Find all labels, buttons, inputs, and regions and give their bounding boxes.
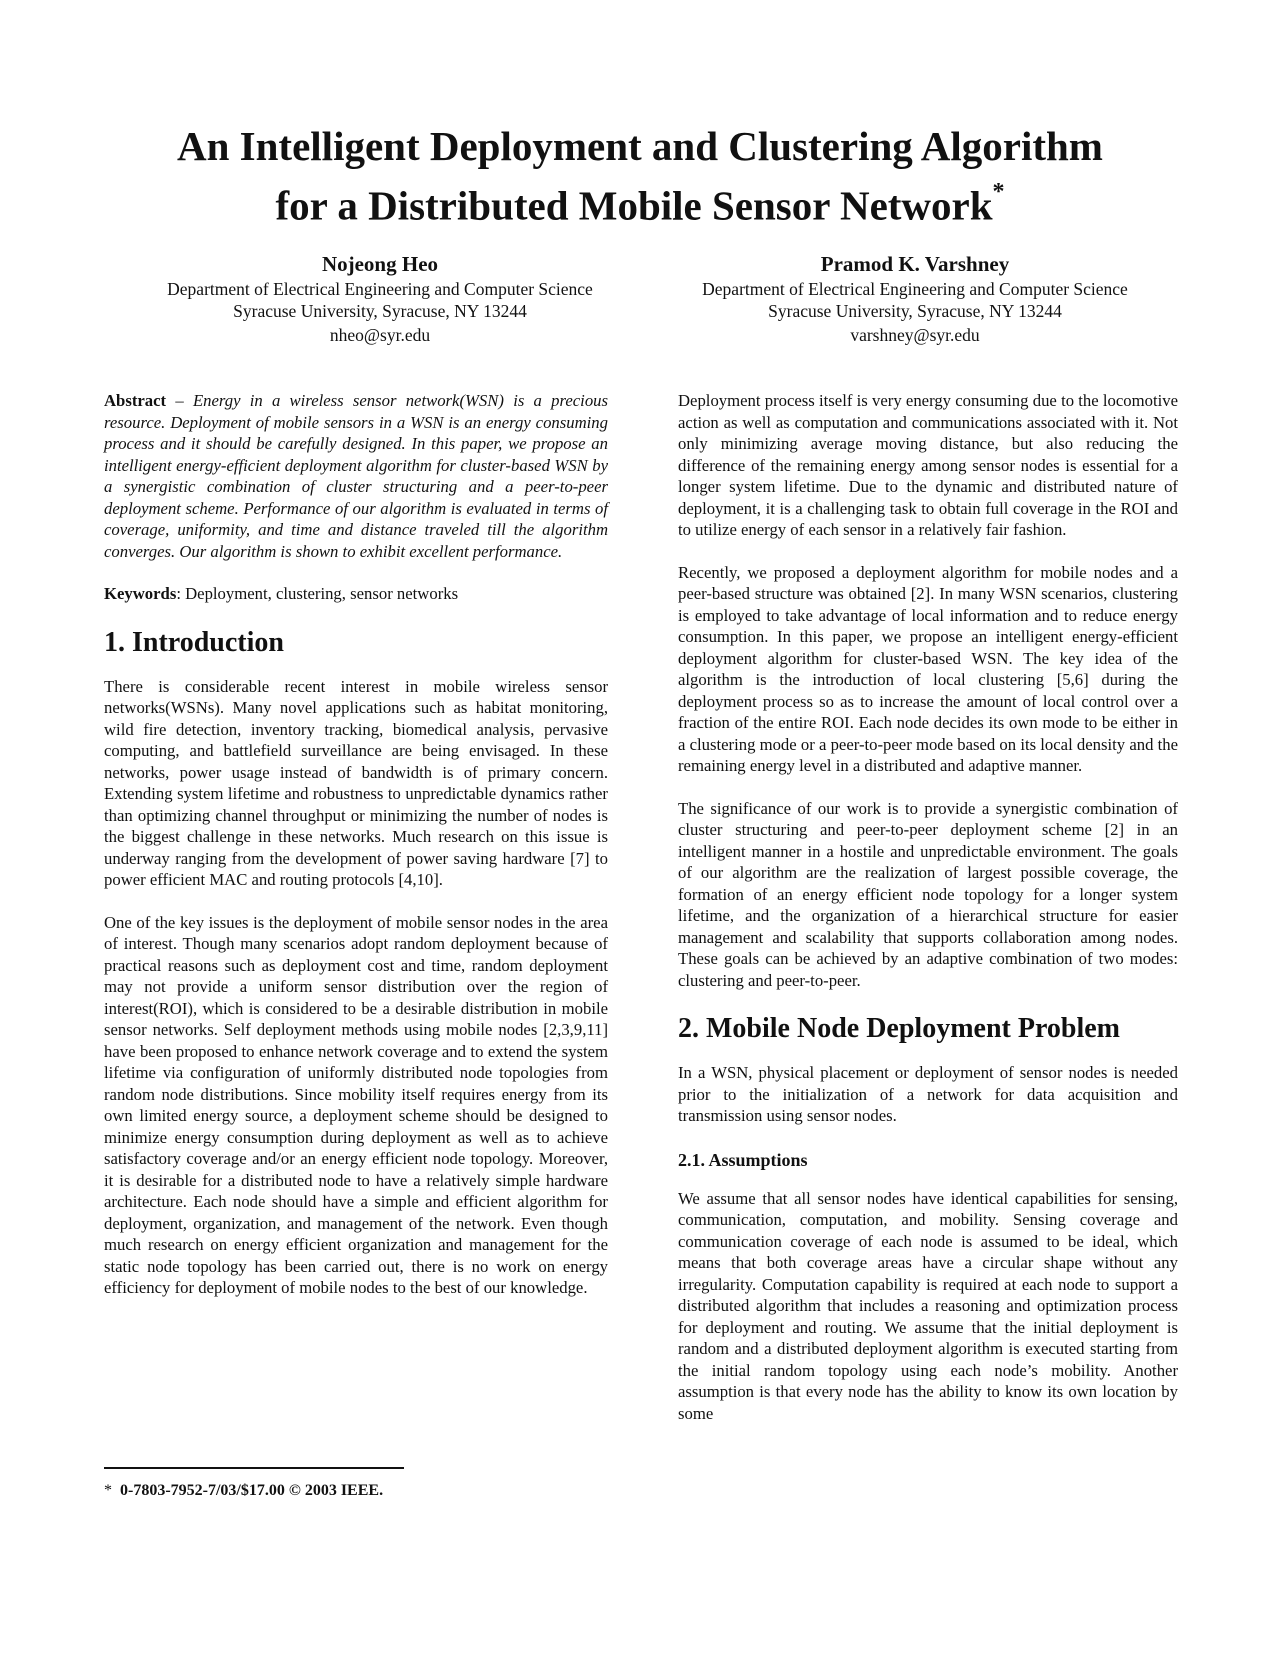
title-line-1: An Intelligent Deployment and Clustering Algorithm: [177, 123, 1103, 169]
footnote-text: 0-7803-7952-7/03/$17.00 © 2003 IEEE.: [120, 1482, 384, 1499]
abstract-label: Abstract: [104, 391, 167, 410]
title-footnote-mark: *: [992, 179, 1005, 205]
section-heading-introduction: 1. Introduction: [104, 626, 284, 658]
author-address: Syracuse University, Syracuse, NY 13244: [768, 301, 1062, 321]
keywords-text: : Deployment, clustering, sensor networks: [176, 584, 459, 603]
right-paragraph-2: Recently, we proposed a deployment algorithm for mobile nodes and a peer-based structure was obtained [2]. In many WSN scenarios, clustering is employed to take advantage of local information and to reduce energy consumption. In this paper, we propose an intelligent energy-efficient deployment algorithm for cluster-based WSN. The key idea of the algorithm is the introduction of local clustering [5,6] during the deployment process so as to increase the amount of local control over a fraction of the entire ROI. Each node decides its own mode to be either in a clustering mode or a peer-to-peer mode based on its local density and the remaining energy level in a distributed and adaptive manner.: [678, 562, 1178, 775]
keywords-label: Keywords: [104, 584, 177, 603]
assumptions-paragraph: We assume that all sensor nodes have identical capabilities for sensing, communication, computation, and mobility. Sensing coverage and communication coverage of each node is assumed to be ideal, which means that both coverage areas have a circular shape without any irregularity. Computation capability is required at each node to support a distributed algorithm that includes a reasoning and optimization process for deployment and routing. We assume that the initial deployment is random and a distributed deployment algorithm is executed starting from the initial random topology using each node’s mobility. Another assumption is that every node has the ability to know its own location by some: [678, 1188, 1178, 1423]
author-department: Department of Electrical Engineering and Computer Science: [167, 279, 593, 299]
abstract-text: Energy in a wireless sensor network(WSN) is a precious resource. Deployment of mobile sensors in a WSN is an energy consuming process and it should be carefully designed. In this paper, we propose an intelligent energy-efficient deployment algorithm for cluster-based WSN by a synergistic combination of cluster structuring and a peer-to-peer deployment scheme. Performance of our algorithm is evaluated in terms of coverage, uniformity, and time and distance traveled till the algorithm converges. Our algorithm is shown to exhibit excellent performance.: [104, 391, 608, 561]
intro-paragraph-1: There is considerable recent interest in mobile wireless sensor networks(WSNs). Many novel applications such as habitat monitoring, wild fire detection, inventory tracking, biomedical analysis, pervasive computing, and battlefield surveillance are being envisaged. In these networks, power usage instead of bandwidth is of primary concern. Extending system lifetime and robustness to unpredictable dynamics rather than optimizing channel throughput or minimizing the number of nodes is the biggest challenge in these networks. Much research on this issue is underway ranging from the development of power saving hardware [7] to power efficient MAC and routing protocols [4,10].: [104, 676, 608, 889]
author-address: Syracuse University, Syracuse, NY 13244: [233, 301, 527, 321]
abstract: [104, 390, 608, 562]
paper-title: [0, 120, 1280, 232]
section-heading-deployment-problem: 2. Mobile Node Deployment Problem: [678, 1013, 1120, 1044]
author-name: Nojeong Heo: [321, 252, 439, 276]
footnote-divider: [104, 1467, 404, 1469]
author-department: Department of Electrical Engineering and Computer Science: [702, 279, 1128, 299]
title-line-2: for a Distributed Mobile Sensor Network: [275, 182, 993, 229]
abstract-dash: –: [166, 391, 193, 410]
footnote: [104, 1482, 383, 1500]
author-block-varshney: [680, 250, 1150, 346]
subsection-heading-assumptions: 2.1. Assumptions: [678, 1149, 808, 1170]
keywords: [104, 583, 608, 605]
author-name: Pramod K. Varshney: [820, 252, 1010, 276]
footnote-mark: *: [104, 1482, 112, 1499]
author-email: nheo@syr.edu: [329, 325, 431, 345]
author-email: varshney@syr.edu: [850, 325, 980, 345]
right-paragraph-1: Deployment process itself is very energy consuming due to the locomotive action as well as computation and communications associated with it. Not only minimizing average moving distance, but also reducing the difference of the remaining energy among sensor nodes is essential for a longer system lifetime. Due to the dynamic and distributed nature of deployment, it is a challenging task to obtain full coverage in the ROI and to utilize energy of each sensor in a relatively fair fashion.: [678, 391, 1178, 539]
left-column: [104, 390, 608, 1320]
intro-paragraph-2: One of the key issues is the deployment of mobile sensor nodes in the area of interest. Though many scenarios adopt random deployment because of practical reasons such as deployment cost and time, random deployment may not provide a uniform sensor distribution over the region of interest(ROI), which is considered to be a desirable distribution in mobile sensor networks. Self deployment methods using mobile nodes [2,3,9,11] have been proposed to enhance network coverage and to extend the system lifetime via configuration of uniformly distributed node topologies from random node distributions. Since mobility itself requires energy from its own limited energy source, a deployment scheme should be designed to minimize energy consumption during deployment as well as to achieve satisfactory coverage and/or an energy efficient node topology. Moreover, it is desirable for a distributed node to have a relatively simple hardware architecture. Each node should have a simple and efficient algorithm for deployment, organization, and management of the network. Even though much research on energy efficient organization and management for the static node topology has been carried out, there is no work on energy efficiency for deployment of mobile nodes to the best of our knowledge.: [104, 912, 608, 1297]
author-block-heo: [145, 250, 615, 346]
right-column: [678, 390, 1178, 1445]
right-paragraph-3: The significance of our work is to provide a synergistic combination of cluster structuring and peer-to-peer deployment scheme [2] in an intelligent manner in a hostile and unpredictable environment. The goals of our algorithm are the realization of largest possible coverage, the formation of an energy efficient node topology for a longer system lifetime, and the organization of a hierarchical structure for easier management and scalability that supports collaboration among nodes. These goals can be achieved by an adaptive combination of two modes: clustering and peer-to-peer.: [678, 798, 1178, 990]
sec2-paragraph-1: In a WSN, physical placement or deployment of sensor nodes is needed prior to the initialization of a network for data acquisition and transmission using sensor nodes.: [678, 1063, 1178, 1125]
